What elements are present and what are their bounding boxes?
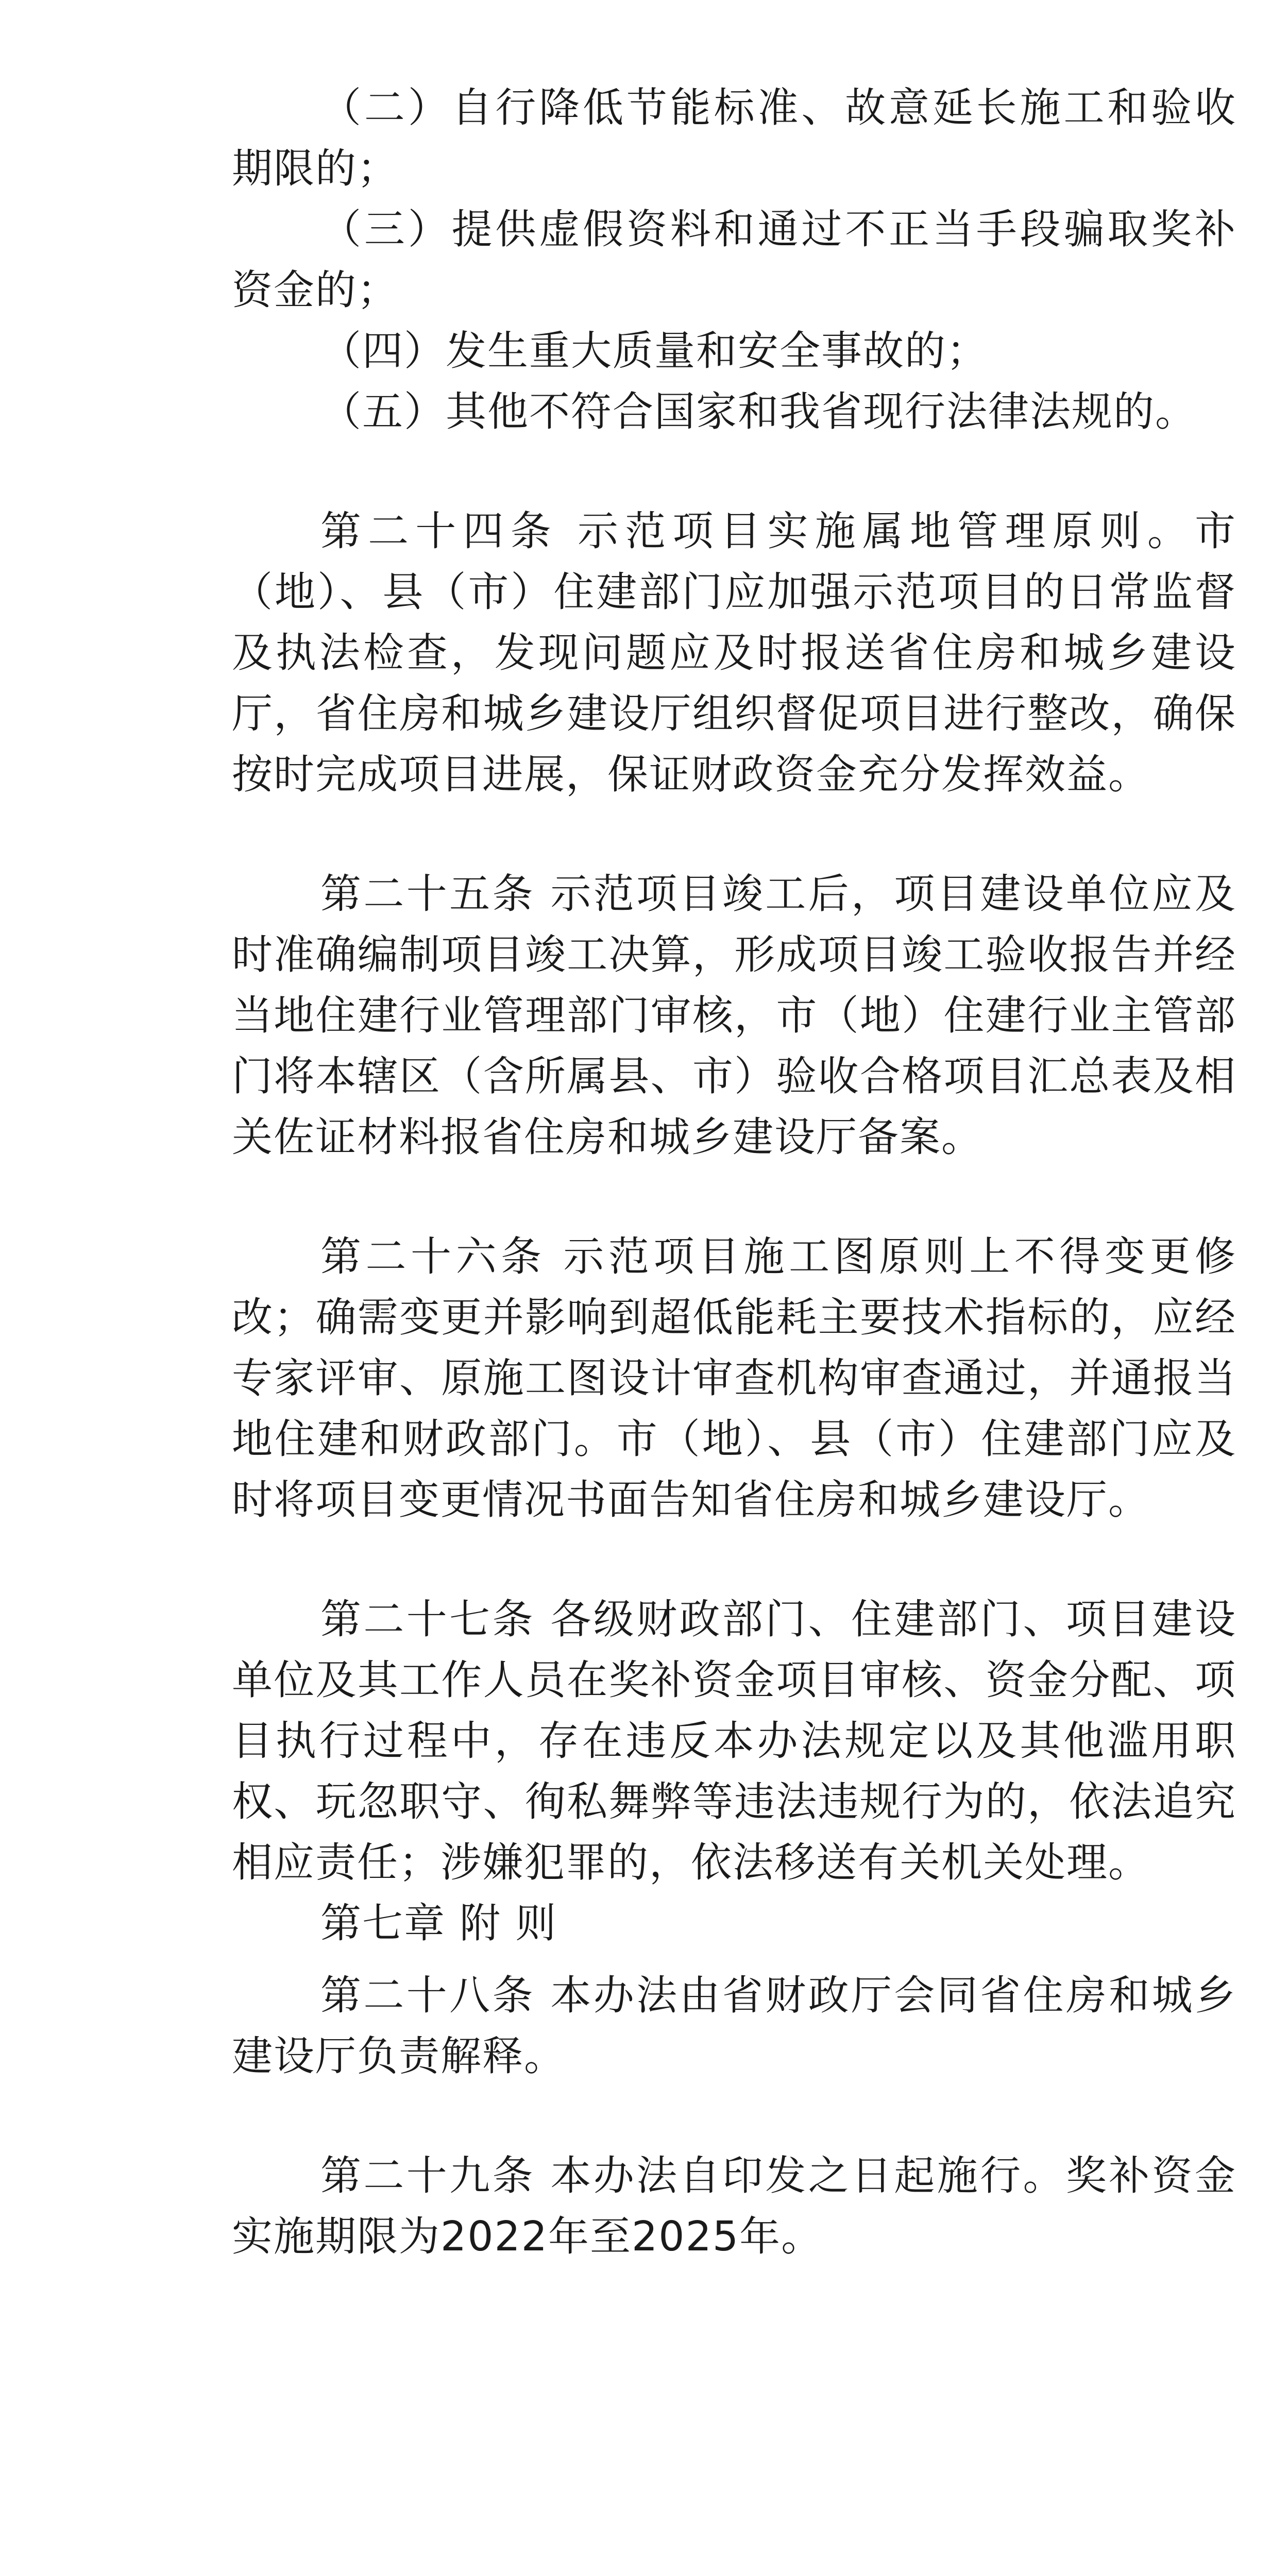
article-27: 第二十七条 各级财政部门、住建部门、项目建设单位及其工作人员在奖补资金项目审核、资金分配、项目执行过程中，存在违反本办法规定以及其他滥用职权、玩忽职守、徇私舞弊等违法违规行为的，依法追究相应责任；涉嫌犯罪的，依法移送有关机关处理。 (232, 1596, 1236, 1886)
article-26: 第二十六条 示范项目施工图原则上不得变更修改；确需变更并影响到超低能耗主要技术指标的，应经专家评审、原施工图设计审查机构审查通过，并通报当地住建和财政部门。市（地）、县（市）住建部门应及时将项目变更情况书面告知省住房和城乡建设厅。 (232, 1233, 1236, 1523)
clause-item-3: （三）提供虚假资料和通过不正当手段骗取奖补资金的； (232, 206, 1236, 314)
clause-item-5: （五）其他不符合国家和我省现行法律法规的。 (320, 388, 1197, 435)
article-28: 第二十八条 本办法由省财政厅会同省住房和城乡建设厅负责解释。 (232, 1972, 1236, 2080)
article-25: 第二十五条 示范项目竣工后，项目建设单位应及时准确编制项目竣工决算，形成项目竣工验收报告并经当地住建行业管理部门审核，市（地）住建行业主管部门将本辖区（含所属县、市）验收合格项目汇总表及相关佐证材料报省住房和城乡建设厅备案。 (232, 870, 1236, 1161)
article-24: 第二十四条 示范项目实施属地管理原则。市（地）、县（市）住建部门应加强示范项目的日常监督及执法检查，发现问题应及时报送省住房和城乡建设厅，省住房和城乡建设厅组织督促项目进行整改，确保按时完成项目进展，保证财政资金充分发挥效益。 (232, 507, 1236, 798)
clause-item-4: （四）发生重大质量和安全事故的； (320, 327, 988, 375)
clause-item-2: （二）自行降低节能标准、故意延长施工和验收期限的； (232, 84, 1236, 192)
document-body (232, 77, 1236, 2267)
chapter-7-heading: 第七章 附 则 (320, 1900, 557, 1947)
article-29: 第二十九条 本办法自印发之日起施行。奖补资金实施期限为2022年至2025年。 (232, 2152, 1236, 2260)
